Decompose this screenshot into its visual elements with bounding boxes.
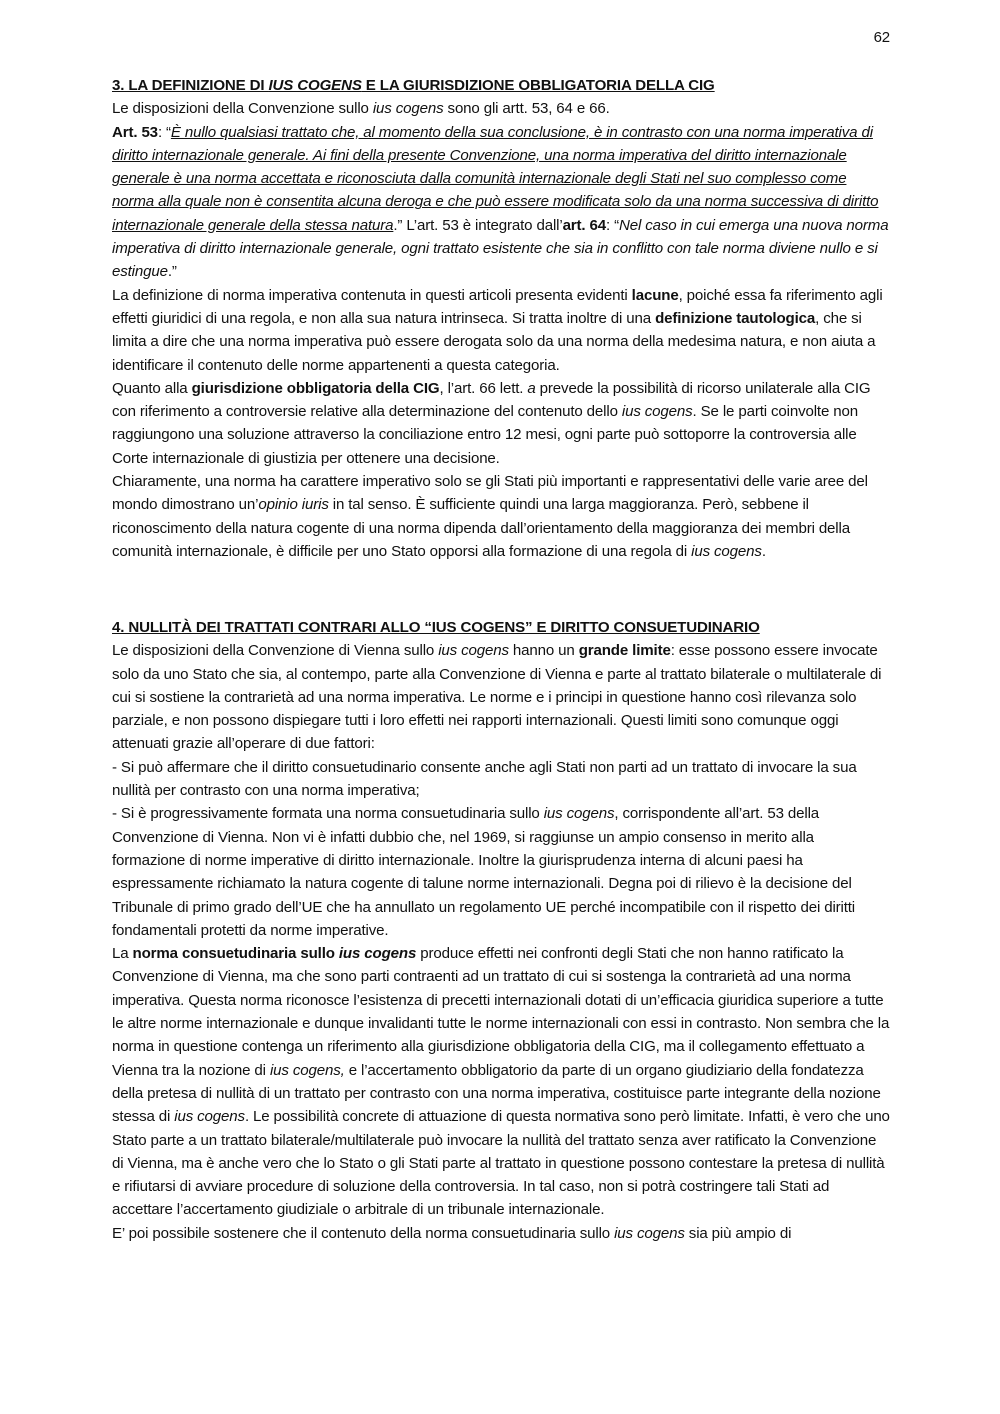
text-run: hanno un	[508, 642, 579, 660]
text-run: ius cogens	[691, 542, 762, 560]
section-3-heading	[112, 74, 891, 97]
text-run: ius cogens	[338, 945, 417, 963]
text-run: ius cogens	[372, 100, 444, 118]
text-run: e l’accertamento obbligatorio da parte di un organo giudiziario della fondatezza della pretesa di nullità di un trattato per contrasto con una norma imperativa, costituisce parte integrante della nozione stessa di	[112, 1061, 881, 1126]
text-run: - Si può affermare che il diritto consuetudinario consente anche agli Stati non parti ad un trattato di invocare la sua nullità per contrasto con una norma imperativa;	[112, 758, 857, 800]
text-run: ius cogens	[438, 642, 509, 660]
text-run: , poiché essa fa riferimento agli effetti giuridici di una regola, e non alla sua natura intrinseca. Si tratta inoltre di una	[112, 286, 883, 327]
text-run: , l’art. 66 lett.	[439, 379, 528, 397]
section-3	[112, 74, 891, 563]
text-run: .” L’art. 53 è integrato dall’	[393, 216, 563, 234]
text-run: E’ poi possibile sostenere che il contenuto della norma consuetudinaria sullo	[112, 1224, 615, 1242]
paragraph	[112, 1222, 891, 1245]
text-run: , che si limita a dire che una norma imperativa può essere derogata solo da una norma della medesima natura, e non aiuta a identificare il contenuto delle norme appartenenti a questa categoria.	[112, 309, 876, 374]
text-run: Chiaramente, una norma ha carattere imperativo solo se gli Stati più importanti e rappresentativi delle varie aree del mondo dimostrano un’	[112, 473, 868, 514]
paragraph	[112, 639, 891, 755]
text-run: lacune	[631, 286, 679, 304]
text-run: Art. 53	[112, 123, 158, 141]
paragraph-art-53-quote	[112, 121, 891, 284]
text-run: La	[112, 945, 133, 963]
text-run: ius cogens	[174, 1108, 245, 1126]
text-run: Quanto alla	[112, 379, 192, 397]
heading-emphasis: IUS COGENS	[268, 77, 362, 94]
paragraph	[112, 942, 891, 1222]
text-run: norma consuetudinaria sullo	[132, 945, 339, 963]
text-run: Nel caso in cui emerga una nuova norma imperativa di diritto internazionale generale, ogni trattato esistente che sia in conflitto con tale norma diviene nullo e si estingue	[112, 216, 889, 281]
text-run: . Le possibilità concrete di attuazione di questa normativa sono però limitate. Infatti, è vero che uno Stato parte a un trattato bilaterale/multilaterale può invocare la nullità del trattato senza aver ratificato la Convenzione di Vienna, ma è anche vero che lo Stato o gli Stati parte al trattato in questione possono contestare la pretesa di nullità e rifiutarsi di avviare procedure di soluzione della controversia. In tal caso, non si potrà costringere tali Stati ad accettare l’accertamento giudiziale o arbitrale di un tribunale internazionale.	[112, 1108, 890, 1219]
text-run: .”	[167, 263, 177, 281]
section-4-heading: 4. NULLITÀ DEI TRATTATI CONTRARI ALLO “IUS COGENS” E DIRITTO CONSUETUDINARIO	[112, 619, 760, 636]
paragraph	[112, 284, 891, 377]
paragraph	[112, 97, 891, 120]
text-run: definizione tautologica	[655, 309, 816, 327]
text-run: opinio iuris	[258, 496, 329, 514]
text-run: : “	[605, 216, 619, 234]
page-number: 62	[873, 29, 890, 46]
text-run: : esse possono essere invocate solo da uno Stato che sia, al contempo, parte alla Convenzione di Vienna e parte al trattato bilaterale o multilaterale di cui si sostiene la contrarietà ad una norma imperativa. Le norme e i principi in questione hanno così rilevanza solo parziale, e non possono dispiegare tutti i loro effetti nei rapporti internazionali. Questi limiti sono comunque oggi attenuati grazie all’operare di due fattori:	[112, 642, 882, 753]
text-run: Le disposizioni della Convenzione di Vienna sullo	[112, 642, 439, 660]
text-run: in tal senso. È sufficiente quindi una larga maggioranza. Però, sebbene il riconoscimento della natura cogente di una norma dipenda dall’orientamento della maggioranza dei membri della comunità internazionale, è difficile per uno Stato opporsi alla formazione di una regola di	[112, 496, 850, 560]
text-run: ius cogens,	[269, 1061, 345, 1079]
list-item	[112, 802, 891, 942]
text-run: : “	[157, 123, 171, 141]
text-run: È nullo qualsiasi trattato che, al momento della sua conclusione, è in contrasto con una norma imperativa di diritto internazionale generale. Ai fini della presente Convenzione, una norma imperativa del diritto internazionale generale è una norma accettata e riconosciuta dalla comunità internazionale degli Stati nel suo complesso come norma alla quale non è consentita alcuna deroga e che può essere modificata solo da una norma successiva di diritto internazionale generale della stessa natura	[112, 123, 879, 234]
text-run: , corrispondente all’art. 53 della Convenzione di Vienna. Non vi è infatti dubbio che, nel 1969, si raggiunse un ampio consenso in merito alla formazione di norme imperative di diritto internazionale. Inoltre la giurisprudenza interna di alcuni paesi ha espressamente richiamato la natura cogente di talune norme internazionali. Degna poi di rilievo è la decisione del Tribunale di primo grado dell’UE che ha annullato un regolamento UE perché incompatibile con il rispetto dei diritti fondamentali protetti da norme imperative.	[112, 805, 856, 939]
text-run: prevede la possibilità di ricorso unilaterale alla CIG con riferimento a controversie relative alla determinazione del contenuto dello	[112, 379, 871, 421]
list-item	[112, 756, 891, 803]
heading-text: 3. LA DEFINIZIONE DI	[112, 77, 269, 94]
text-run: sia più ampio di	[684, 1224, 792, 1242]
text-run: - Si è progressivamente formata una norma consuetudinaria sullo	[112, 805, 544, 823]
text-run: grande limite	[578, 642, 671, 660]
text-run: . Se le parti coinvolte non raggiungono una soluzione attraverso la conciliazione entro 12 mesi, ogni parte può sottoporre la controversia alle Corte internazionale di giustizia per ottenere una decisione.	[112, 403, 858, 467]
text-run: ius cogens	[543, 805, 615, 823]
text-run: La definizione di norma imperativa contenuta in questi articoli presenta evidenti	[112, 286, 632, 304]
text-run: ius cogens	[614, 1224, 685, 1242]
text-run: art. 64	[562, 216, 606, 234]
heading-text: E LA GIURISDIZIONE OBBLIGATORIA DELLA CIG	[361, 77, 715, 94]
text-run: ius cogens	[621, 403, 693, 421]
text-run: produce effetti nei confronti degli Stati che non hanno ratificato la Convenzione di Vienna, ma che sono parti contraenti ad un trattato di cui si sostenga la contrarietà ad una norma imperativa. Questa norma riconosce l’esistenza di precetti internazionali dotati di un’efficacia giuridica superiore a tutte le altre norme internazionale e dunque invalidanti tutte le norme internazionali con essi in contrasto. Non sembra che la norma in questione contenga un riferimento alla giurisdizione obbligatoria della CIG, ma il collegamento effettuato a Vienna tra la nozione di	[112, 945, 890, 1079]
text-run: sono gli artt. 53, 64 e 66.	[443, 100, 610, 118]
text-run: Le disposizioni della Convenzione sullo	[112, 100, 373, 118]
text-run: giurisdizione obbligatoria della CIG	[191, 379, 440, 397]
paragraph	[112, 377, 891, 470]
section-4	[112, 616, 891, 1245]
text-run: a	[527, 379, 536, 397]
text-run: .	[761, 542, 766, 560]
paragraph	[112, 470, 891, 563]
